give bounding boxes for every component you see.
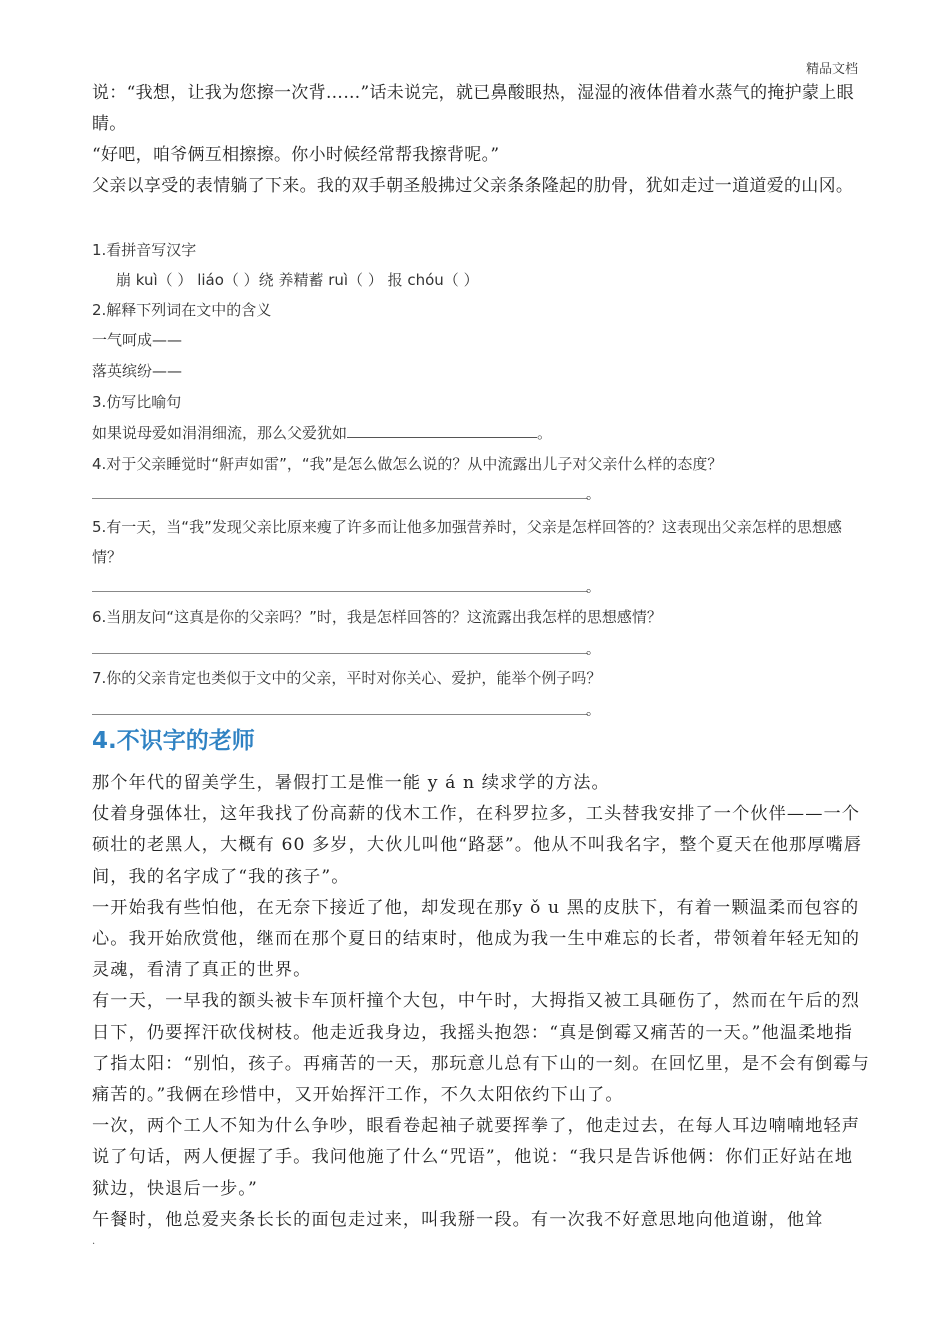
question-1-items: 崩 kuì（ ） liáo（ ）绕 养精蓄 ruì（ ） 报 chóu（ ） [116, 271, 479, 289]
question-5-text: 5.有一天，当“我”发现父亲比原来瘦了许多而让他多加强营养时，父亲是怎样回答的？这表现出父亲怎样的思想感情？ [92, 518, 842, 566]
question-2-title: 2.解释下列词在文中的含义 [92, 301, 272, 319]
question-2-item-2: 落英缤纷—— [92, 362, 183, 380]
question-6-answer-line[interactable] [92, 653, 588, 654]
question-3-title: 3.仿写比喻句 [92, 393, 182, 411]
story-paragraph: 午餐时，他总爱夹条长长的面包走过来，叫我掰一段。有一次我不好意思地向他道谢，他耸 [92, 1209, 824, 1230]
footer-dot: . [92, 1236, 96, 1247]
question-4-period: 。 [586, 487, 600, 503]
question-3-period: 。 [537, 424, 553, 442]
question-3-prompt: 如果说母爱如涓涓细流，那么父爱犹如 [92, 424, 348, 442]
story-paragraph: 仗着身强体壮，这年我找了份高薪的伐木工作，在科罗拉多，工头替我安排了一个伙伴——一个硕壮的老黑人，大概有 60 多岁，大伙儿叫他“路瑟”。他从不叫我名字，整个夏天在他那厚嘴唇间，我的名字成了“我的孩子”。 [92, 804, 863, 887]
intro-paragraph-2: “好吧，咱爷俩互相擦擦。你小时候经常帮我擦背呢。” [92, 145, 500, 165]
question-3-answer-blank[interactable] [347, 421, 537, 438]
intro-paragraph-3: 父亲以享受的表情躺了下来。我的双手朝圣般拂过父亲条条隆起的肋骨，犹如走过一道道爱的山冈。 [92, 176, 854, 196]
question-6-period: 。 [586, 642, 600, 658]
story-paragraph: 一次，两个工人不知为什么争吵，眼看卷起袖子就要挥拳了，他走过去，在每人耳边喃喃地轻声说了句话，两人便握了手。我问他施了什么“咒语”，他说：“我只是告诉他俩：你们正好站在地狱边，快退后一步。” [92, 1116, 861, 1199]
question-3-line [92, 419, 868, 448]
question-6-text: 6.当朋友问“这真是你的父亲吗？”时，我是怎样回答的？这流露出我怎样的思想感情？ [92, 608, 662, 626]
story-paragraph: 那个年代的留美学生，暑假打工是惟一能 y á n 续求学的方法。 [92, 773, 610, 793]
question-7-period: 。 [586, 703, 600, 719]
intro-paragraph-1: 说：“我想，让我为您擦一次背……”话未说完，就已鼻酸眼热，湿湿的液体借着水蒸气的掩护蒙上眼睛。 [92, 83, 854, 134]
header-watermark: 精品文档 [805, 62, 858, 77]
question-7-answer-line[interactable] [92, 714, 588, 715]
story-paragraph: 有一天，一早我的额头被卡车顶杆撞个大包，中午时，大拇指又被工具砸伤了，然而在午后的烈日下，仍要挥汗砍伐树枝。他走近我身边，我摇头抱怨：“真是倒霉又痛苦的一天。”他温柔地指了指太阳：“别怕，孩子。再痛苦的一天，那玩意儿总有下山的一刻。在回忆里，是不会有倒霉与痛苦的。”我俩在珍惜中，又开始挥汗工作，不久太阳依约下山了。 [92, 991, 870, 1106]
question-2-item-1: 一气呵成—— [92, 331, 183, 349]
story-paragraph: 一开始我有些怕他，在无奈下接近了他，却发现在那y ǒ u 黑的皮肤下，有着一颗温柔而包容的心。我开始欣赏他，继而在那个夏日的结束时，他成为我一生中难忘的长者，带领着年轻无知的灵魂，看清了真正的世界。 [92, 897, 861, 981]
question-1-title: 1.看拼音写汉字 [92, 241, 197, 259]
section-heading: 4.不识字的老师 [92, 728, 255, 754]
question-5-answer-line[interactable] [92, 591, 588, 592]
question-5-period: 。 [586, 580, 600, 596]
question-4-text: 4.对于父亲睡觉时“鼾声如雷”，“我”是怎么做怎么说的？从中流露出儿子对父亲什么样的态度？ [92, 455, 723, 473]
story-body [92, 768, 870, 1236]
question-7-text: 7.你的父亲肯定也类似于文中的父亲，平时对你关心、爱护，能举个例子吗？ [92, 669, 602, 687]
question-4-answer-line[interactable] [92, 498, 588, 499]
